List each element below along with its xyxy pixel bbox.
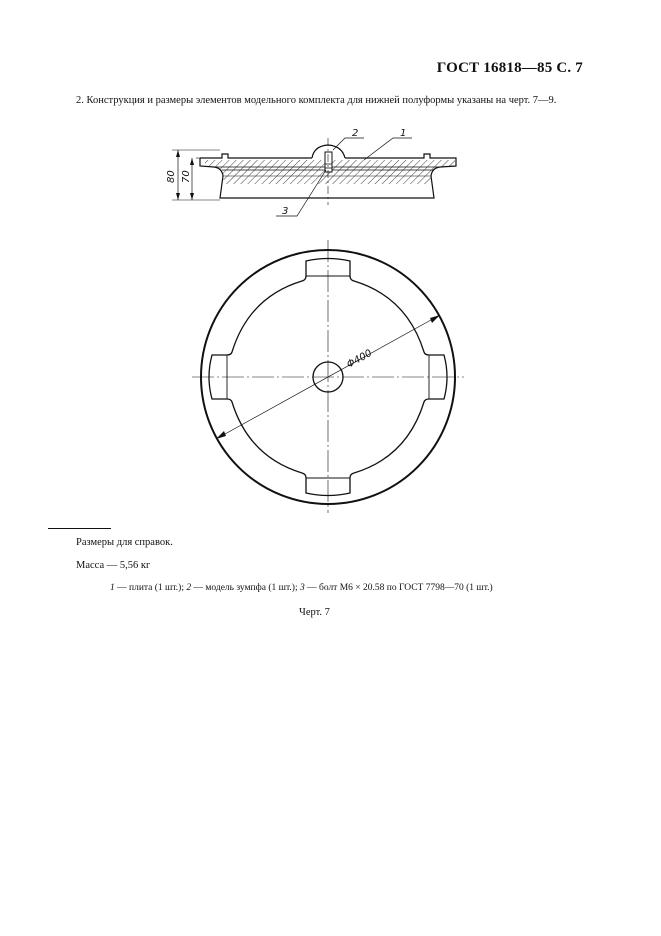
legend-text-2: — модель зумпфа (1 шт.); (191, 583, 300, 593)
diameter-label: Φ400 (345, 347, 375, 371)
legend-num-1: 1 (110, 583, 115, 593)
footnote-rule (48, 528, 111, 529)
page-header: ГОСТ 16818—85 С. 7 (436, 60, 583, 76)
legend-num-3: 3 (299, 583, 305, 593)
mass-note: Масса — 5,56 кг (76, 560, 151, 571)
body-paragraph: 2. Конструкция и размеры элементов модельного комплекта для нижней полуформы указаны на черт. 7—9. (76, 95, 557, 106)
dim-70: 70 (181, 170, 192, 183)
bolt (325, 152, 332, 172)
reference-note: Размеры для справок. (76, 537, 173, 548)
legend-num-2: 2 (186, 583, 192, 593)
section-view (172, 138, 456, 216)
figure-caption: Черт. 7 (299, 607, 330, 618)
callout-1: 1 (400, 128, 407, 139)
plan-view (192, 240, 464, 513)
leader-1 (364, 138, 412, 160)
dim-80: 80 (166, 170, 177, 183)
parts-legend (110, 583, 493, 593)
legend-text-1: — плита (1 шт.); (114, 583, 187, 593)
legend-text-3: — болт М6 × 20.58 по ГОСТ 7798—70 (1 шт.) (304, 583, 493, 593)
callout-3: 3 (282, 206, 289, 217)
callout-2: 2 (352, 128, 359, 139)
